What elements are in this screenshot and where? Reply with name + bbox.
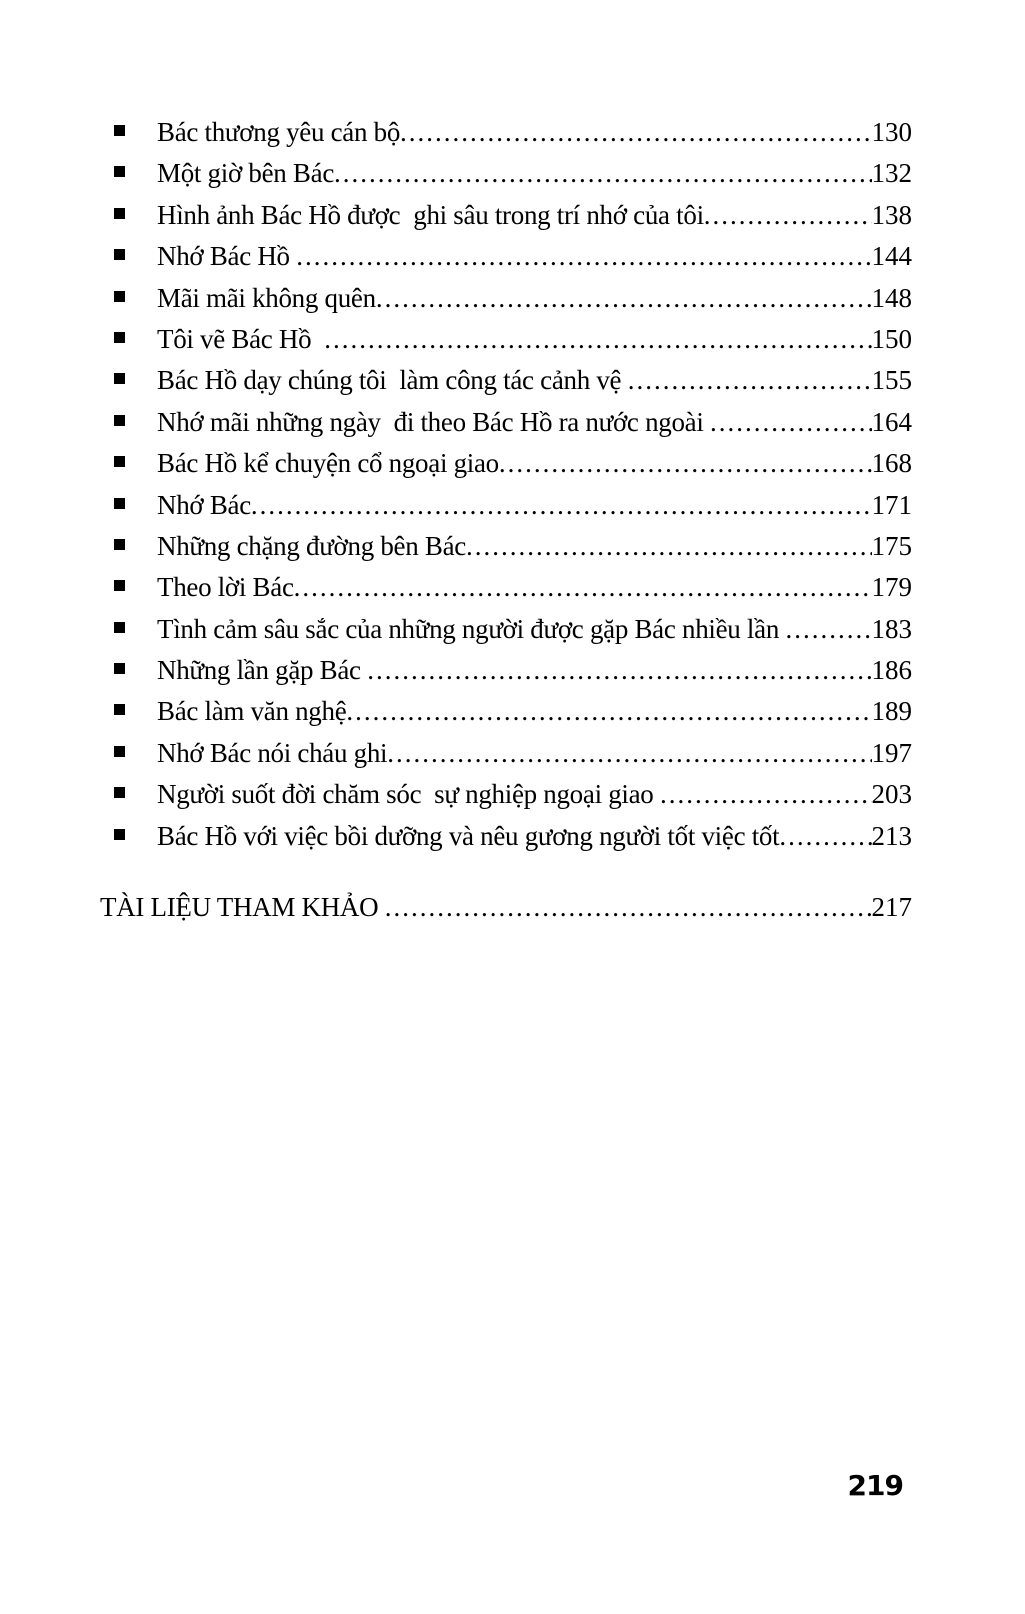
dot-leader [387,733,871,774]
toc-entry-title: Theo lời Bác [157,572,294,603]
toc-entry-title: Bác làm văn nghệ [157,696,347,727]
toc-entry [100,153,912,194]
dot-leader [660,774,872,815]
toc-list [100,112,912,857]
toc-entry-title: Tôi vẽ Bác Hồ [157,323,325,354]
toc-entry-page: 175 [871,530,912,561]
toc-entry-title: Bác thương yêu cán bộ [157,117,401,147]
toc-entry-page: 155 [871,365,912,396]
square-bullet-icon [114,456,125,467]
square-bullet-icon [114,704,125,715]
toc-entry-page: 164 [871,406,912,437]
toc-entry-title: Hình ảnh Bác Hồ được ghi sâu trong trí nhớ của tôi [157,199,704,230]
square-bullet-icon [114,415,125,426]
dot-leader [346,691,871,732]
toc-entry [100,650,912,691]
toc-entry-title: Mãi mãi không quên [157,282,376,313]
toc-entry [100,485,912,526]
toc-entry-page: 197 [871,737,912,768]
toc-entry-page: 168 [871,448,912,479]
toc-entry-page: 171 [871,489,912,520]
square-bullet-icon [114,663,125,674]
toc-entry [100,691,912,732]
toc-entry [100,609,912,650]
toc-entry-title: Bác Hồ dạy chúng tôi làm công tác cảnh vệ [157,365,628,396]
toc-entry [100,112,912,153]
square-bullet-icon [114,829,125,840]
toc-entry-page: 148 [871,282,912,313]
toc-entry-page: 183 [871,613,912,644]
square-bullet-icon [114,249,125,260]
toc-entry [100,733,912,774]
square-bullet-icon [114,373,125,384]
table-of-contents [100,112,912,928]
toc-entry [100,774,912,815]
toc-entry-page: 213 [871,820,912,851]
dot-leader [296,236,871,277]
toc-entry-page: 144 [871,241,912,272]
toc-entry-page: 189 [871,696,912,727]
toc-entry-title: Người suốt đời chăm sóc sự nghiệp ngoại giao [157,779,660,810]
toc-entry-title: Những lần gặp Bác [157,655,368,686]
square-bullet-icon [114,166,125,177]
dot-leader [251,485,872,526]
square-bullet-icon [114,208,125,219]
square-bullet-icon [114,291,125,302]
dot-leader [385,887,872,928]
dot-leader [628,360,872,401]
dot-leader [785,609,871,650]
toc-entry-page: 203 [871,779,912,810]
toc-entry-title: Nhớ Bác nói cháu ghi [157,737,388,768]
dot-leader [704,195,872,236]
toc-entry [100,360,912,401]
square-bullet-icon [114,332,125,343]
square-bullet-icon [114,746,125,757]
toc-entry-page: 186 [871,655,912,686]
toc-entry-title: Nhớ Bác [157,489,251,520]
dot-leader [779,816,871,857]
toc-entry [100,816,912,857]
toc-entry-title: Bác Hồ với việc bồi dưỡng và nêu gương người tốt việc tốt [157,820,780,851]
square-bullet-icon [114,125,125,136]
square-bullet-icon [114,787,125,798]
toc-entry-title: Những chặng đường bên Bác [157,530,466,561]
toc-entry-page: 132 [871,158,912,189]
toc-entry [100,526,912,567]
toc-entry-title: Một giờ bên Bác [157,158,334,189]
toc-entry-page: 150 [871,323,912,354]
dot-leader [324,319,871,360]
square-bullet-icon [114,539,125,550]
square-bullet-icon [114,498,125,509]
toc-entry [100,278,912,319]
dot-leader [376,278,872,319]
dot-leader [710,402,872,443]
dot-leader [294,567,872,608]
toc-reference-page: 217 [871,892,912,923]
dot-leader [499,443,872,484]
page-number: 219 [847,1469,903,1502]
dot-leader [466,526,872,567]
toc-entry-title: Bác Hồ kể chuyện cổ ngoại giao [157,448,499,479]
toc-entry [100,319,912,360]
toc-entry [100,195,912,236]
toc-entry [100,402,912,443]
dot-leader [400,112,871,153]
toc-entry-title: Nhớ Bác Hồ [157,241,297,272]
toc-entry-page: 138 [871,199,912,230]
toc-entry-page: 179 [871,572,912,603]
toc-entry-title: Nhớ mãi những ngày đi theo Bác Hồ ra nước ngoài [157,406,710,437]
dot-leader [367,650,871,691]
toc-entry-title: Tình cảm sâu sắc của những người được gặp Bác nhiều lần [157,613,786,644]
toc-reference-row [100,887,912,928]
dot-leader [334,153,872,194]
toc-entry [100,443,912,484]
toc-entry [100,236,912,277]
toc-reference-title: TÀI LIỆU THAM KHẢO [100,892,385,923]
square-bullet-icon [114,580,125,591]
toc-entry-page: 130 [871,117,912,147]
toc-entry [100,567,912,608]
square-bullet-icon [114,622,125,633]
